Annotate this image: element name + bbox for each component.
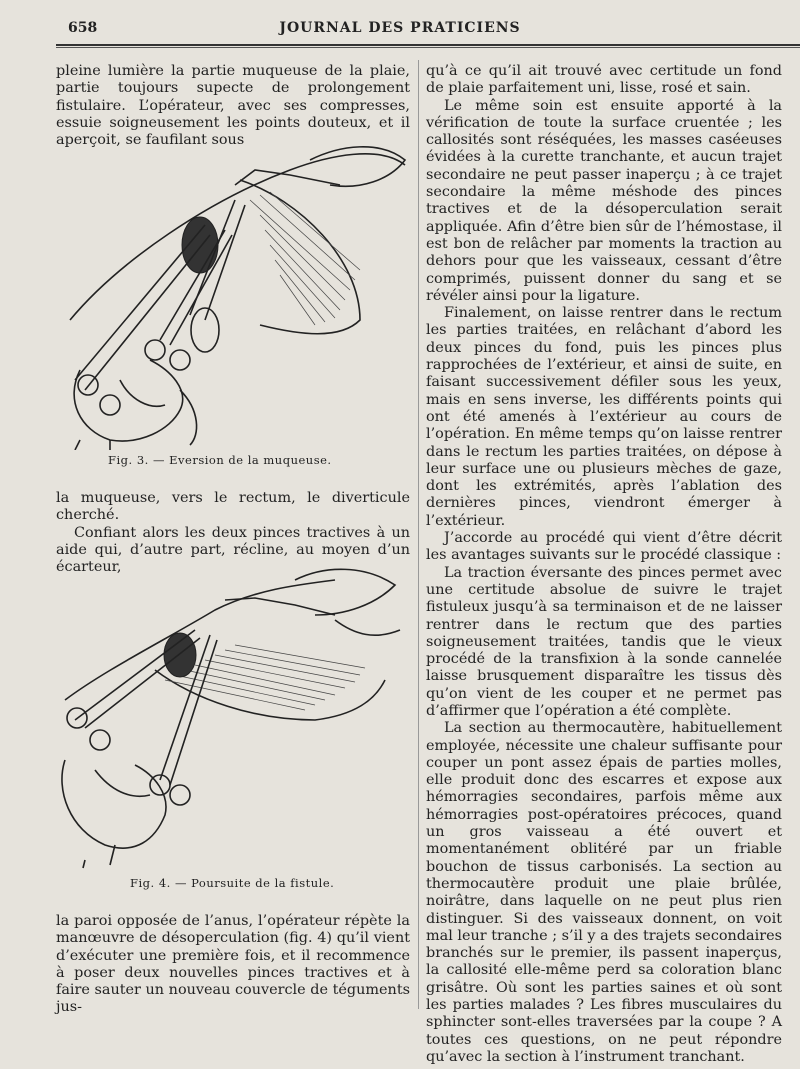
paragraph: la paroi opposée de l’anus, l’opérateur répète la manœuvre de désoperculation (fig. 4) qu’il vient d’exécuter une première fois, et il recommence à poser deux nouvelles pinces tractives et à faire sauter un nouveau couvercle de téguments jus-: [56, 913, 410, 1016]
paragraph: la muqueuse, vers le rectum, le diverticule cherché.: [56, 490, 410, 524]
left-column-bottom-text: [56, 913, 410, 1017]
figure-4-label: Fig. 4.: [130, 876, 171, 890]
header-rule-thin: [56, 47, 800, 48]
paragraph: Finalement, on laisse rentrer dans le rectum les parties traitées, en relâchant d’abord les deux pinces du fond, puis les pinces plus rapprochées de l’extérieur, et ainsi de suite, en faisant successivement défiler sous les yeux, mais en sens inverse, les différents points qui ont été amenés à l’extérieur au cours de l’opération. En même temps qu’on laisse rentrer dans le rectum les parties traitées, on dépose à leur surface une ou plusieurs mèches de gaze, dont les extrémités, après l’ablation des dernières pinces, viendront émerger à l’extérieur.: [426, 305, 782, 529]
figure-4-caption-text: — Poursuite de la fistule.: [174, 876, 335, 890]
paragraph: pleine lumière la partie muqueuse de la plaie, partie toujours supecte de prolongement fistulaire. L’opérateur, avec ses compresses, essuie soigneusement les points douteux, et il aperçoit, se faufilant sous: [56, 63, 410, 149]
figure-3-label: Fig. 3.: [108, 453, 149, 467]
left-column-top-text: [56, 63, 410, 149]
figure-3-illustration: [60, 140, 410, 450]
figure-4-illustration: [55, 560, 410, 870]
figure-3-caption: [108, 453, 332, 467]
page-number: 658: [68, 20, 98, 36]
paragraph: La section au thermocautère, habituellement employée, nécessite une chaleur suffisante pour couper un pont assez épais de parties molles, elle produit donc des escarres et expose aux hémorragies secondaires, parfois même aux hémorragies post-opératoires précoces, quand un gros vaisseau a été ouvert et momentanément oblitéré par un friable bouchon de tissus carbonisés. La section au thermocautère produit une plaie brûlée, noirâtre, dans laquelle on ne peut plus rien distinguer. Si des vaisseaux donnent, on voit mal leur tranche ; s’il y a des trajets secondaires branchés sur le premier, ils passent inaperçus, la callosité elle-même perd sa coloration blanc grisâtre. Où sont les parties saines et où sont les parties malades ? Les fibres musculaires du sphincter sont-elles traversées par la coupe ? A toutes ces questions, on ne peut répondre qu’avec la section à l’instrument tranchant.: [426, 720, 782, 1065]
paragraph: J’accorde au procédé qui vient d’être décrit les avantages suivants sur le procédé classique :: [426, 530, 782, 564]
paragraph: La traction éversante des pinces permet avec une certitude absolue de suivre le trajet fistuleux jusqu’à sa terminaison et de ne laisser rentrer dans le rectum que des parties soigneusement traitées, tandis que le vieux procédé de la transfixion à la sonde cannelée laisse brusquement disparaître les tissus dès qu’on vient de les couper et ne permet pas d’affirmer que l’opération a été complète.: [426, 564, 782, 719]
paragraph: Confiant alors les deux pinces tractives à un aide qui, d’autre part, récline, au moyen d’un écarteur,: [56, 524, 410, 576]
figure-3-caption-text: — Eversion de la muqueuse.: [152, 453, 332, 467]
paragraph: Le même soin est ensuite apporté à la vérification de toute la surface cruentée ; les callosités sont réséquées, les masses caséeuses évidées à la curette tranchante, et aucun trajet secondaire ne peut passer inaperçu ; à ce trajet secondaire la même méshode des pinces tractives et de la désoperculation serait appliquée. Afin d’être bien sûr de l’hémostase, il est bon de relâcher par moments la traction au dehors pour que les vaisseaux, cessant d’être comprimés, puissent donner du sang et se révéler ainsi pour la ligature.: [426, 97, 782, 304]
figure-4-caption: [130, 876, 334, 890]
header-rule: [56, 44, 800, 46]
running-title: JOURNAL DES PRATICIENS: [279, 20, 521, 36]
paragraph: qu’à ce qu’il ait trouvé avec certitude un fond de plaie parfaitement uni, lisse, rosé et sain.: [426, 63, 782, 97]
column-divider: [418, 60, 419, 1009]
right-column-text: [426, 63, 782, 1066]
